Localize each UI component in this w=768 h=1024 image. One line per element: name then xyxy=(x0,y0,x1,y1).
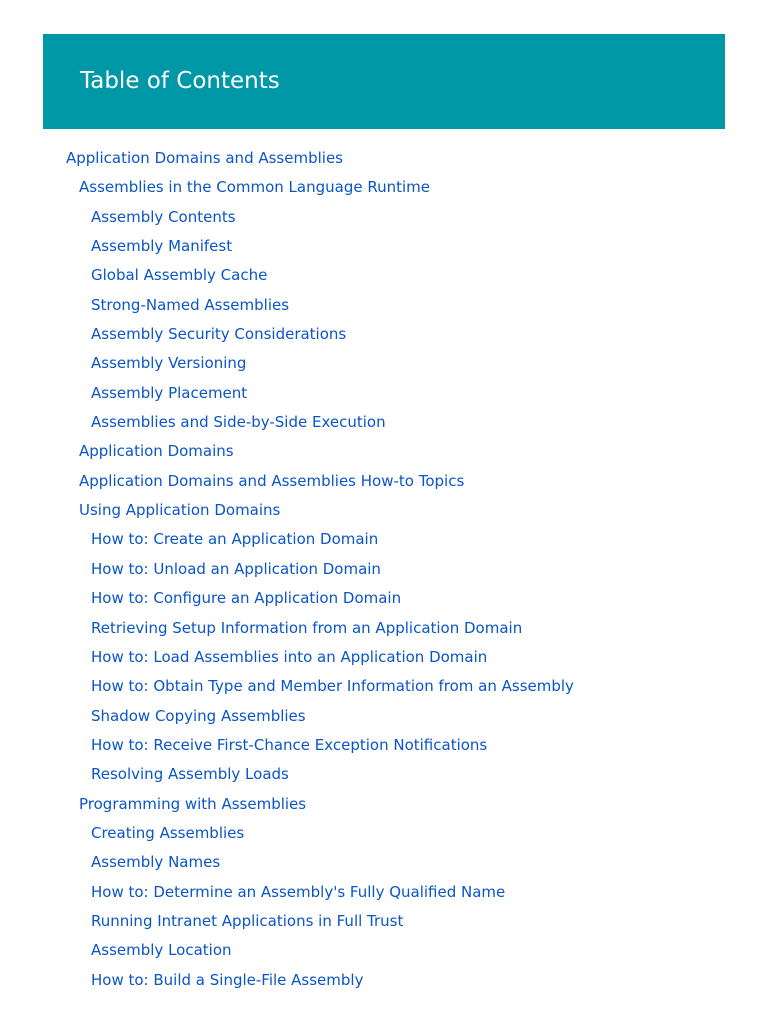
toc-link[interactable]: Programming with Assemblies xyxy=(79,794,307,813)
toc-link[interactable]: Using Application Domains xyxy=(79,501,281,520)
toc-link[interactable]: How to: Load Assemblies into an Application Domain xyxy=(91,647,488,666)
toc-link[interactable]: How to: Unload an Application Domain xyxy=(91,559,381,578)
toc-link[interactable]: Creating Assemblies xyxy=(91,823,245,842)
toc-header xyxy=(43,34,725,129)
page-title: Table of Contents xyxy=(80,68,280,94)
toc-link[interactable]: Assembly Security Considerations xyxy=(91,325,347,344)
toc-link[interactable]: Assembly Location xyxy=(91,941,232,960)
toc-link[interactable]: Assembly Names xyxy=(91,853,221,872)
toc-link[interactable]: Assembly Manifest xyxy=(91,237,233,256)
table-of-contents-list xyxy=(0,144,768,995)
toc-link[interactable]: Application Domains and Assemblies xyxy=(66,149,343,167)
toc-link[interactable]: Global Assembly Cache xyxy=(91,266,268,285)
toc-link[interactable]: Application Domains and Assemblies How-to Topics xyxy=(79,471,465,490)
toc-link[interactable]: Assembly Contents xyxy=(91,207,236,226)
toc-link[interactable]: Resolving Assembly Loads xyxy=(91,765,289,784)
toc-link[interactable]: Strong-Named Assemblies xyxy=(91,295,290,314)
toc-link[interactable]: How to: Obtain Type and Member Information from an Assembly xyxy=(91,677,574,696)
toc-link[interactable]: Assemblies in the Common Language Runtime xyxy=(79,178,430,197)
toc-link[interactable]: How to: Receive First-Chance Exception Notifications xyxy=(91,735,488,754)
toc-link[interactable]: How to: Configure an Application Domain xyxy=(91,589,402,608)
toc-link[interactable]: Assemblies and Side-by-Side Execution xyxy=(91,413,386,432)
toc-link[interactable]: Assembly Placement xyxy=(91,383,248,402)
toc-link[interactable]: How to: Build a Single-File Assembly xyxy=(91,970,364,989)
toc-link[interactable]: How to: Create an Application Domain xyxy=(91,530,379,549)
toc-link[interactable]: Retrieving Setup Information from an Application Domain xyxy=(91,618,523,637)
toc-link[interactable]: How to: Determine an Assembly's Fully Qualified Name xyxy=(91,882,506,901)
toc-link[interactable]: Running Intranet Applications in Full Trust xyxy=(91,911,404,930)
toc-link[interactable]: Assembly Versioning xyxy=(91,354,247,373)
toc-link[interactable]: Application Domains xyxy=(79,442,234,461)
toc-link[interactable]: Shadow Copying Assemblies xyxy=(91,706,306,725)
